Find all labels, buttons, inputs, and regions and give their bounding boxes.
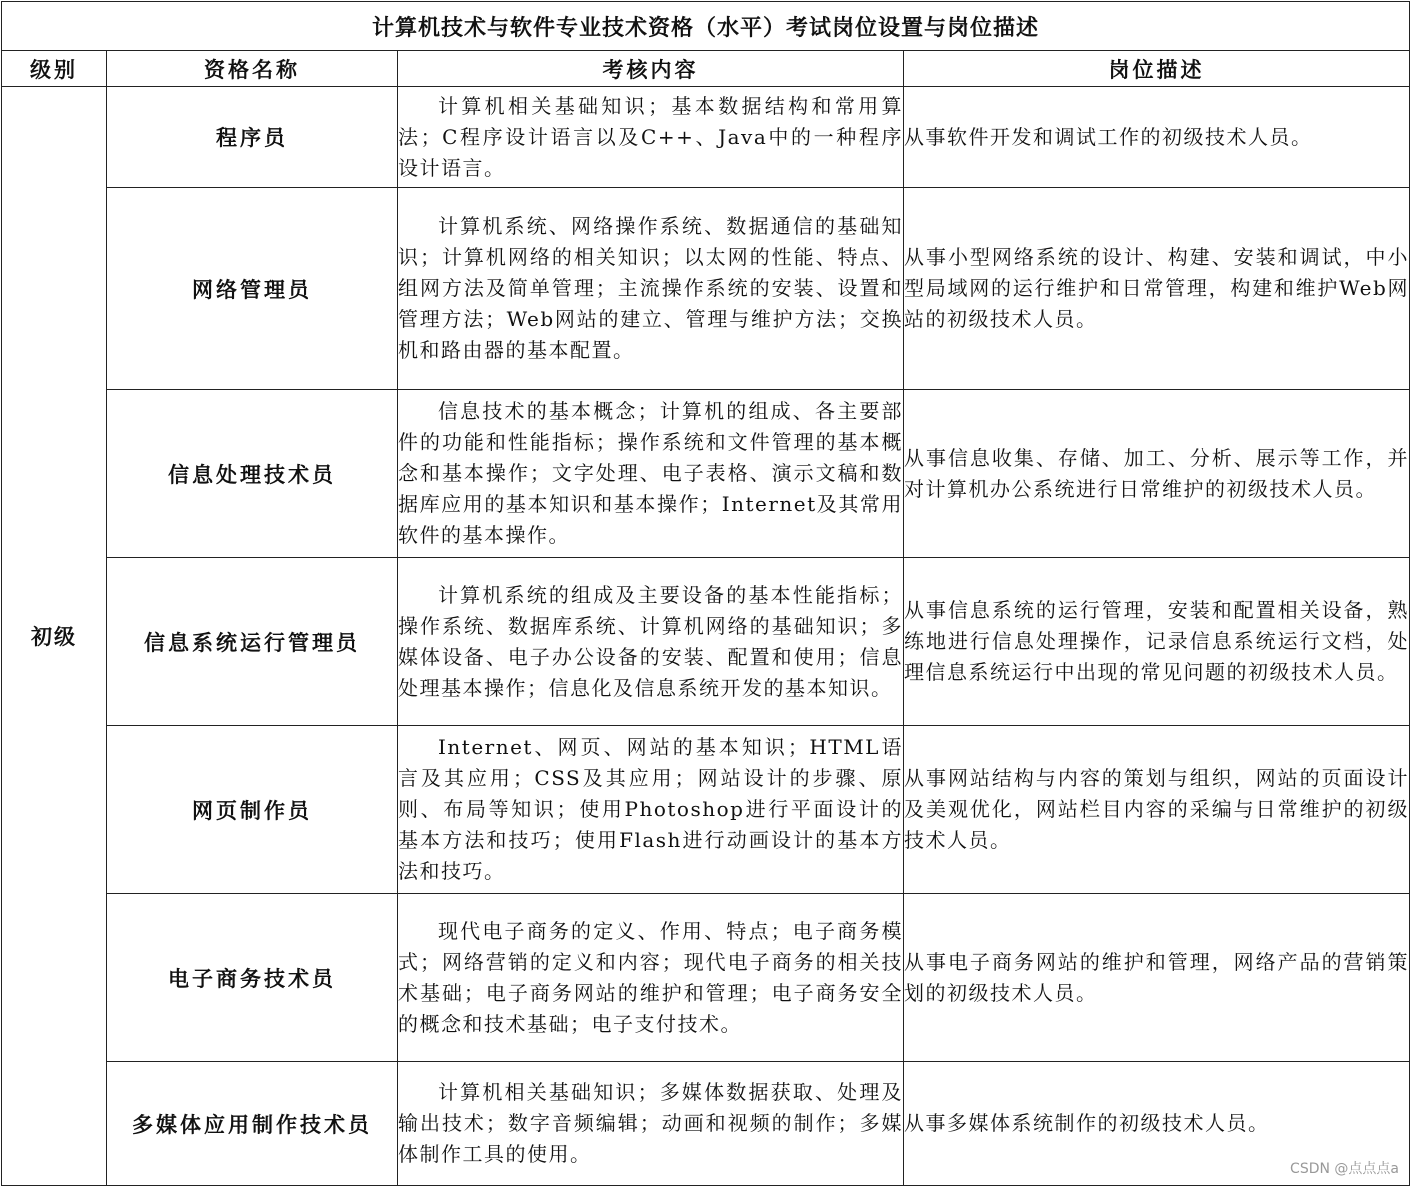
header-desc: 岗位描述: [904, 51, 1410, 87]
exam-content: 现代电子商务的定义、作用、特点；电子商务模式；网络营销的定义和内容；现代电子商务的相关技术基础；电子商务网站的维护和管理；电子商务安全的概念和技术基础；电子支付技术。: [398, 894, 904, 1062]
qualification-table: [1, 1, 1410, 1186]
exam-content: 计算机相关基础知识；基本数据结构和常用算法；C程序设计语言以及C++、Java中的一种程序设计语言。: [398, 87, 904, 188]
qualification-name: 网页制作员: [107, 726, 398, 894]
table-row: [2, 188, 1410, 390]
table-row: [2, 726, 1410, 894]
job-description: 从事小型网络系统的设计、构建、安装和调试，中小型局域网的运行维护和日常管理，构建和维护Web网站的初级技术人员。: [904, 188, 1410, 390]
job-description: 从事多媒体系统制作的初级技术人员。: [904, 1062, 1410, 1186]
exam-content: 计算机相关基础知识；多媒体数据获取、处理及输出技术；数字音频编辑；动画和视频的制作；多媒体制作工具的使用。: [398, 1062, 904, 1186]
exam-content: 计算机系统的组成及主要设备的基本性能指标；操作系统、数据库系统、计算机网络的基础知识；多媒体设备、电子办公设备的安装、配置和使用；信息处理基本操作；信息化及信息系统开发的基本知识。: [398, 558, 904, 726]
qualification-name: 网络管理员: [107, 188, 398, 390]
exam-content: 计算机系统、网络操作系统、数据通信的基础知识；计算机网络的相关知识；以太网的性能、特点、组网方法及简单管理；主流操作系统的安装、设置和管理方法；Web网站的建立、管理与维护方法；交换机和路由器的基本配置。: [398, 188, 904, 390]
qualification-name: 信息系统运行管理员: [107, 558, 398, 726]
exam-content: Internet、网页、网站的基本知识；HTML语言及其应用；CSS及其应用；网站设计的步骤、原则、布局等知识；使用Photoshop进行平面设计的基本方法和技巧；使用Flash进行动画设计的基本方法和技巧。: [398, 726, 904, 894]
qualification-name: 信息处理技术员: [107, 390, 398, 558]
table-title: 计算机技术与软件专业技术资格（水平）考试岗位设置与岗位描述: [2, 2, 1410, 51]
title-row: [2, 2, 1410, 51]
qualification-name: 程序员: [107, 87, 398, 188]
table-row: [2, 1062, 1410, 1186]
exam-content: 信息技术的基本概念；计算机的组成、各主要部件的功能和性能指标；操作系统和文件管理的基本概念和基本操作；文字处理、电子表格、演示文稿和数据库应用的基本知识和基本操作；Internet及其常用软件的基本操作。: [398, 390, 904, 558]
qualification-name: 电子商务技术员: [107, 894, 398, 1062]
job-description: 从事网站结构与内容的策划与组织，网站的页面设计及美观优化，网站栏目内容的采编与日常维护的初级技术人员。: [904, 726, 1410, 894]
job-description: 从事信息收集、存储、加工、分析、展示等工作，并对计算机办公系统进行日常维护的初级技术人员。: [904, 390, 1410, 558]
header-content: 考核内容: [398, 51, 904, 87]
qualification-name: 多媒体应用制作技术员: [107, 1062, 398, 1186]
table-row: [2, 558, 1410, 726]
job-description: 从事信息系统的运行管理，安装和配置相关设备，熟练地进行信息处理操作，记录信息系统运行文档，处理信息系统运行中出现的常见问题的初级技术人员。: [904, 558, 1410, 726]
header-name: 资格名称: [107, 51, 398, 87]
job-description: 从事电子商务网站的维护和管理，网络产品的营销策划的初级技术人员。: [904, 894, 1410, 1062]
header-level: 级别: [2, 51, 107, 87]
table-row: [2, 894, 1410, 1062]
watermark: CSDN @点点点a: [1290, 1161, 1399, 1177]
header-row: [2, 51, 1410, 87]
job-description: 从事软件开发和调试工作的初级技术人员。: [904, 87, 1410, 188]
table-row: [2, 87, 1410, 188]
table-row: [2, 390, 1410, 558]
level-cell: 初级: [2, 87, 107, 1186]
